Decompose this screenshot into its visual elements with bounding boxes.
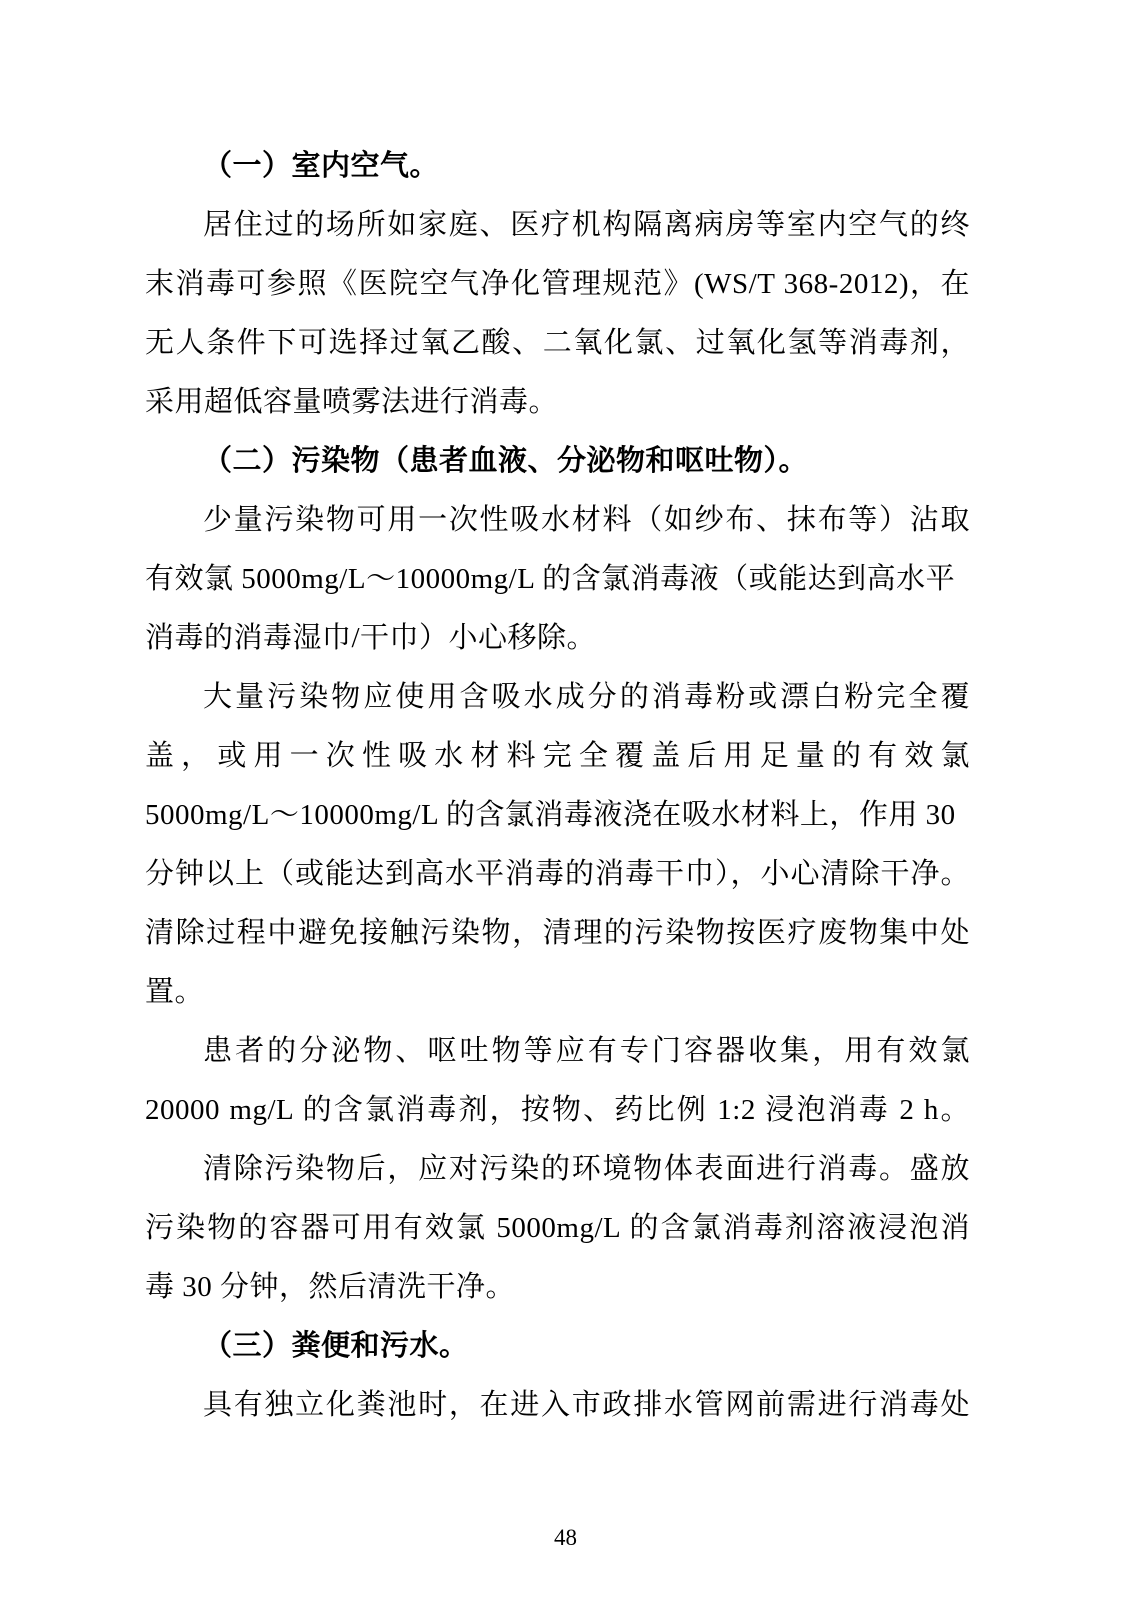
- paragraph-line: 毒 30 分钟，然后清洗干净。: [145, 1271, 516, 1303]
- paragraph-line: 大量污染物应使用含吸水成分的消毒粉或漂白粉完全覆: [203, 681, 970, 713]
- paragraph-line: 无人条件下可选择过氧乙酸、二氧化氯、过氧化氢等消毒剂，: [145, 327, 970, 359]
- paragraph-line: 5000mg/L～10000mg/L 的含氯消毒液浇在吸水材料上，作用 30: [145, 799, 956, 831]
- paragraph-line: 污染物的容器可用有效氯 5000mg/L 的含氯消毒剂溶液浸泡消: [145, 1212, 970, 1244]
- page-number: 48: [554, 1525, 577, 1550]
- document-body: [145, 137, 970, 1435]
- paragraph-line: 清除污染物后，应对污染的环境物体表面进行消毒。盛放: [203, 1153, 970, 1185]
- paragraph-line: 采用超低容量喷雾法进行消毒。: [145, 386, 559, 418]
- paragraph-line: 患者的分泌物、呕吐物等应有专门容器收集，用有效氯: [203, 1035, 970, 1067]
- paragraph-line: 末消毒可参照《医院空气净化管理规范》(WS/T 368-2012)，在: [145, 268, 970, 300]
- paragraph-line: 20000 mg/L 的含氯消毒剂，按物、药比例 1:2 浸泡消毒 2 h。: [145, 1094, 970, 1126]
- section-heading-2: （二）污染物（患者血液、分泌物和呕吐物）。: [203, 445, 809, 477]
- paragraph-line: 置。: [145, 976, 205, 1008]
- paragraph-line: 有效氯 5000mg/L～10000mg/L 的含氯消毒液（或能达到高水平: [145, 563, 956, 595]
- paragraph-line: 少量污染物可用一次性吸水材料（如纱布、抹布等）沾取: [203, 504, 970, 536]
- paragraph-line: 盖，或用一次性吸水材料完全覆盖后用足量的有效氯: [145, 740, 970, 772]
- section-heading-3: （三）粪便和污水。: [203, 1330, 469, 1362]
- paragraph-line: 分钟以上（或能达到高水平消毒的消毒干巾），小心清除干净。: [145, 858, 970, 890]
- paragraph-line: 清除过程中避免接触污染物，清理的污染物按医疗废物集中处: [145, 917, 970, 949]
- paragraph-line: 具有独立化粪池时，在进入市政排水管网前需进行消毒处: [203, 1389, 970, 1421]
- section-heading-1: （一）室内空气。: [203, 150, 440, 182]
- paragraph-line: 居住过的场所如家庭、医疗机构隔离病房等室内空气的终: [203, 209, 970, 241]
- paragraph-line: 消毒的消毒湿巾/干巾）小心移除。: [145, 622, 597, 654]
